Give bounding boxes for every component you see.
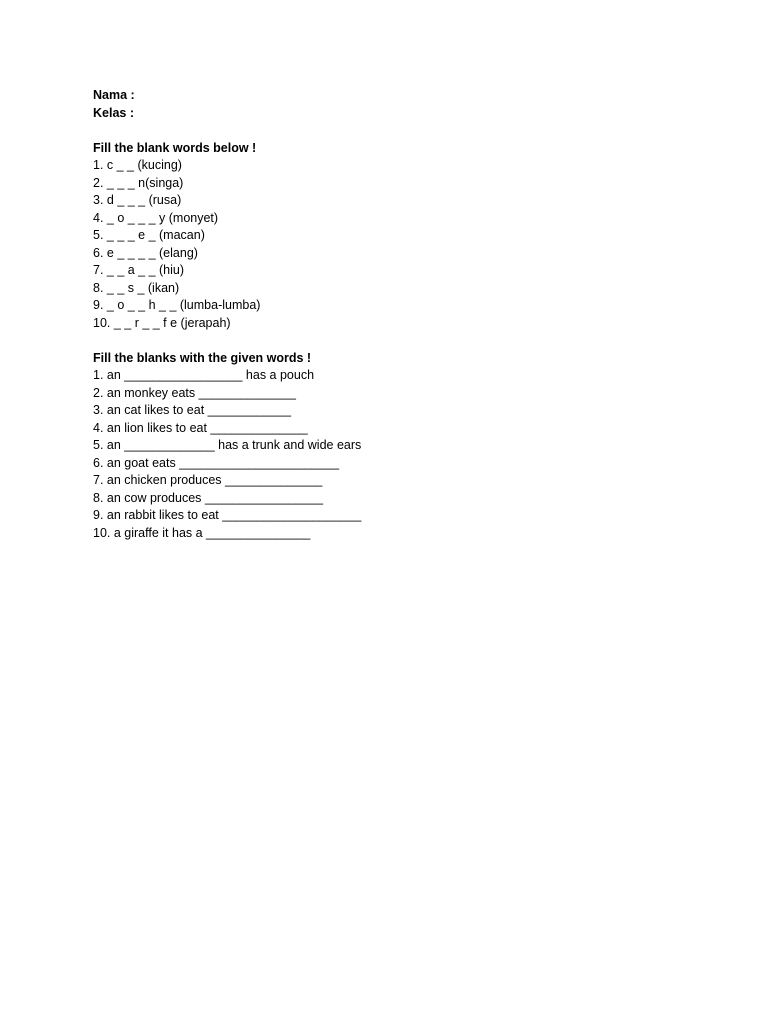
section1-item: 9. _ o _ _ h _ _ (lumba-lumba) [93, 298, 261, 312]
section2-item: 4. an lion likes to eat ______________ [93, 420, 308, 435]
section1-item: 10. _ _ r _ _ f e (jerapah) [93, 315, 231, 330]
spacer [93, 332, 733, 350]
section1-title: Fill the blank words below ! [93, 140, 257, 155]
worksheet [93, 87, 733, 542]
section2-item: 10. a giraffe it has a _______________ [93, 525, 311, 540]
section1-item: 7. _ _ a _ _ (hiu) [93, 263, 185, 277]
section2-item: 9. an rabbit likes to eat ____________________ [93, 508, 362, 522]
section2-item: 3. an cat likes to eat ____________ [93, 403, 292, 417]
section2-item: 5. an _____________ has a trunk and wide ears [93, 438, 362, 452]
section1-item: 6. e _ _ _ _ (elang) [93, 245, 198, 260]
section1-item: 1. c _ _ (kucing) [93, 158, 182, 172]
section2-item: 6. an goat eats _______________________ [93, 455, 340, 470]
section2-item: 2. an monkey eats ______________ [93, 385, 296, 400]
section2-item: 1. an _________________ has a pouch [93, 368, 315, 382]
section2-item: 8. an cow produces _________________ [93, 490, 324, 505]
section1-item: 2. _ _ _ n(singa) [93, 175, 184, 190]
section1-item: 4. _ o _ _ _ y (monyet) [93, 210, 219, 225]
section1-item: 5. _ _ _ e _ (macan) [93, 228, 205, 242]
section1-item: 3. d _ _ _ (rusa) [93, 193, 182, 207]
spacer [93, 122, 733, 140]
kelas-label: Kelas : [93, 105, 134, 120]
section2-item: 7. an chicken produces ______________ [93, 473, 323, 487]
section1-item: 8. _ _ s _ (ikan) [93, 280, 180, 295]
nama-label: Nama : [93, 88, 135, 102]
section2-title: Fill the blanks with the given words ! [93, 350, 312, 365]
